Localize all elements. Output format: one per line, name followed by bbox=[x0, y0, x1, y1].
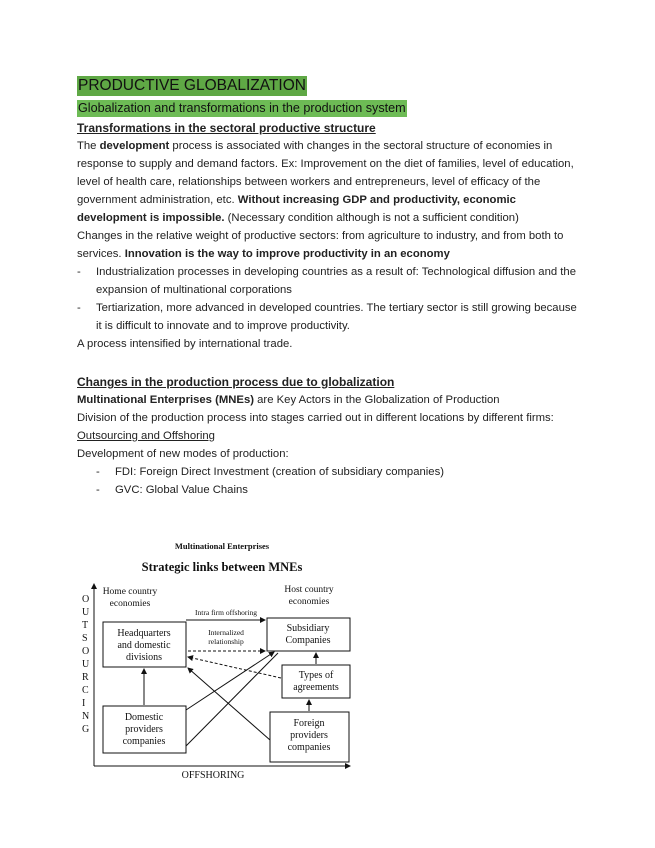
page-title: PRODUCTIVE GLOBALIZATION bbox=[78, 77, 306, 94]
svg-text:Companies: Companies bbox=[285, 635, 331, 646]
svg-text:providers: providers bbox=[125, 724, 163, 735]
list-item: - Industrialization processes in developing countries as a result of: Technological diffusion and the expansion of multinational corporations bbox=[77, 266, 576, 296]
svg-text:companies: companies bbox=[287, 742, 331, 753]
section1-title: Transformations in the sectoral productive structure bbox=[77, 121, 376, 135]
host-country-label-2: economies bbox=[288, 597, 330, 607]
list-item: - GVC: Global Value Chains bbox=[96, 484, 248, 496]
x-axis-label: OFFSHORING bbox=[181, 770, 245, 781]
svg-text:O: O bbox=[82, 594, 90, 605]
svg-text:Subsidiary: Subsidiary bbox=[286, 623, 330, 634]
svg-text:N: N bbox=[82, 711, 90, 722]
home-country-label: Home country bbox=[102, 587, 158, 597]
host-country-label: Host country bbox=[284, 585, 334, 595]
svg-text:U: U bbox=[82, 659, 90, 670]
section2-paragraph-3: Development of new modes of production: bbox=[77, 448, 289, 460]
svg-text:U: U bbox=[82, 607, 90, 618]
diagram-caption: Multinational Enterprises bbox=[174, 541, 270, 551]
svg-text:Internalized: Internalized bbox=[208, 628, 244, 637]
svg-text:Intra firm offshoring: Intra firm offshoring bbox=[195, 608, 257, 617]
foreign-to-hq-arrow bbox=[188, 668, 270, 740]
svg-text:R: R bbox=[82, 672, 89, 683]
svg-text:Foreign: Foreign bbox=[293, 718, 325, 729]
svg-text:C: C bbox=[82, 685, 89, 696]
svg-text:O: O bbox=[82, 646, 90, 657]
svg-text:relationship: relationship bbox=[208, 637, 244, 646]
svg-text:S: S bbox=[82, 633, 88, 644]
section1-paragraph-3: A process intensified by international trade. bbox=[77, 338, 293, 350]
home-country-label-2: economies bbox=[109, 599, 151, 609]
svg-text:companies: companies bbox=[122, 736, 166, 747]
svg-text:Domestic: Domestic bbox=[124, 712, 164, 723]
mne-diagram bbox=[82, 540, 356, 781]
section2-title: Changes in the production process due to globalization bbox=[77, 375, 395, 389]
section2-paragraph-1: Multinational Enterprises (MNEs) are Key Actors in the Globalization of Production bbox=[77, 394, 500, 406]
svg-text:G: G bbox=[82, 724, 90, 735]
diagram-title: Strategic links between MNEs bbox=[141, 560, 303, 574]
page-subtitle: Globalization and transformations in the production system bbox=[78, 101, 406, 115]
section2-paragraph-2: Division of the production process into stages carried out in different locations by different firms: Outsourcing and Offshoring bbox=[77, 412, 554, 442]
section2-bullets bbox=[77, 463, 577, 499]
section1-paragraph-1: The development process is associated with changes in the sectoral structure of economies in response to supply and demand factors. Ex: Improvement on the diet of families, level of education, level of health care, relationships between workers and entrepreneurs, level of efficacy of the government administration, etc. Without increasing GDP and productivity, economic development is impossible. (Necessary condition although is not a sufficient condition) bbox=[77, 140, 574, 224]
svg-text:T: T bbox=[82, 620, 89, 631]
svg-text:Headquarters: Headquarters bbox=[117, 628, 171, 639]
svg-text:divisions: divisions bbox=[125, 652, 163, 663]
section1-bullets bbox=[77, 263, 577, 335]
section1-paragraph-2: Changes in the relative weight of productive sectors: from agriculture to industry, and from both to services. Innovation is the way to improve productivity in an economy bbox=[77, 230, 564, 260]
svg-text:providers: providers bbox=[290, 730, 328, 741]
svg-text:agreements: agreements bbox=[293, 682, 339, 693]
svg-text:Types of: Types of bbox=[298, 670, 334, 681]
agreements-to-hq-arrow bbox=[188, 657, 281, 678]
list-item: - Tertiarization, more advanced in developed countries. The tertiary sector is still growing because it is difficult to innovate and to improve productivity. bbox=[77, 302, 577, 332]
y-axis-label bbox=[82, 594, 90, 735]
svg-text:I: I bbox=[82, 698, 86, 709]
svg-text:and domestic: and domestic bbox=[117, 640, 171, 651]
document-page bbox=[77, 76, 577, 499]
list-item: - FDI: Foreign Direct Investment (creation of subsidiary companies) bbox=[96, 466, 444, 478]
